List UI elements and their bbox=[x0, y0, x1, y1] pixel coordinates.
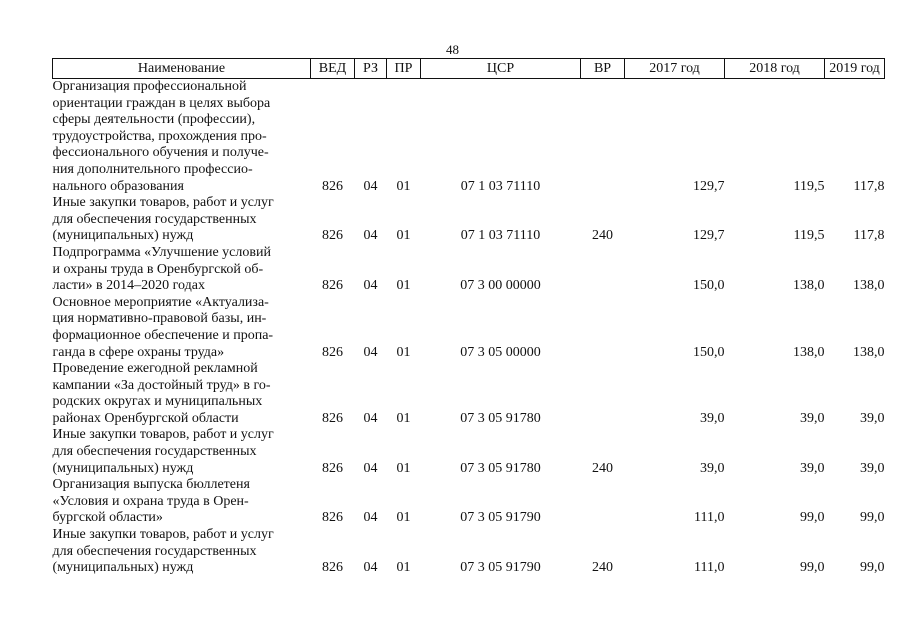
cell-2019: 117,8 bbox=[853, 178, 885, 194]
cell-2019: 99,0 bbox=[860, 510, 885, 526]
cell-2018: 119,5 bbox=[793, 178, 825, 194]
cell-name-line: формационное обеспечение и пропа- bbox=[52, 327, 274, 343]
column-header-vr: ВР bbox=[581, 59, 625, 79]
cell-2017: 39,0 bbox=[700, 460, 725, 476]
cell-name-line: для обеспечения государственных bbox=[52, 543, 257, 559]
cell-vr: 240 bbox=[592, 560, 613, 576]
cell-name bbox=[53, 245, 311, 295]
cell-name-line: ганда в сфере охраны труда» bbox=[52, 344, 225, 360]
cell-name-line: кампании «За достойный труд» в го- bbox=[52, 377, 271, 393]
column-header-pr: ПР bbox=[387, 59, 421, 79]
cell-2017: 150,0 bbox=[693, 278, 725, 294]
cell-pr: 01 bbox=[396, 510, 411, 526]
table-row bbox=[53, 245, 885, 295]
cell-csr: 07 1 03 71110 bbox=[460, 228, 541, 244]
cell-csr: 07 3 05 91780 bbox=[460, 410, 541, 426]
cell-name-line: Организация профессиональной bbox=[52, 79, 247, 94]
cell-ved: 826 bbox=[322, 228, 343, 244]
cell-ved: 826 bbox=[322, 460, 343, 476]
cell-vr: 240 bbox=[592, 228, 613, 244]
cell-name-line: родских округах и муниципальных bbox=[52, 394, 263, 410]
cell-ved: 826 bbox=[322, 344, 343, 360]
cell-rz: 04 bbox=[363, 560, 378, 576]
cell-2018: 119,5 bbox=[793, 228, 825, 244]
cell-2019: 99,0 bbox=[860, 560, 885, 576]
cell-2017: 39,0 bbox=[700, 410, 725, 426]
cell-vr bbox=[581, 477, 625, 527]
page-number: 48 bbox=[446, 42, 459, 57]
cell-2019: 138,0 bbox=[853, 344, 885, 360]
cell-name-line: для обеспечения государственных bbox=[52, 444, 257, 460]
cell-name-line: Проведение ежегодной рекламной bbox=[52, 361, 258, 377]
cell-csr: 07 1 03 71110 bbox=[460, 178, 541, 194]
cell-rz: 04 bbox=[363, 410, 378, 426]
table-row bbox=[53, 427, 885, 477]
cell-ved: 826 bbox=[322, 278, 343, 294]
cell-name-line: ция нормативно-правовой базы, ин- bbox=[52, 311, 267, 327]
cell-rz: 04 bbox=[363, 278, 378, 294]
column-header-rz: РЗ bbox=[355, 59, 387, 79]
cell-csr: 07 3 05 91790 bbox=[460, 510, 541, 526]
cell-rz: 04 bbox=[363, 460, 378, 476]
cell-2019: 138,0 bbox=[853, 278, 885, 294]
cell-rz: 04 bbox=[363, 178, 378, 194]
cell-pr: 01 bbox=[396, 344, 411, 360]
table-row bbox=[53, 79, 885, 196]
cell-name-line: Иные закупки товаров, работ и услуг bbox=[52, 195, 274, 211]
cell-name-line: «Условия и охрана труда в Орен- bbox=[52, 493, 249, 509]
cell-vr bbox=[581, 295, 625, 361]
cell-name bbox=[53, 477, 311, 527]
cell-rz: 04 bbox=[363, 344, 378, 360]
cell-csr: 07 3 05 91790 bbox=[460, 560, 541, 576]
column-header-ved: ВЕД bbox=[311, 59, 355, 79]
cell-name-line: районах Оренбургской области bbox=[52, 410, 239, 426]
cell-2017: 129,7 bbox=[693, 228, 725, 244]
cell-2018: 99,0 bbox=[800, 510, 825, 526]
cell-name-line: (муниципальных) нужд bbox=[52, 460, 194, 476]
cell-name-line: для обеспечения государственных bbox=[52, 211, 257, 227]
cell-pr: 01 bbox=[396, 278, 411, 294]
cell-rz: 04 bbox=[363, 510, 378, 526]
cell-name-line: и охраны труда в Оренбургской об- bbox=[52, 261, 264, 277]
cell-ved: 826 bbox=[322, 410, 343, 426]
cell-rz: 04 bbox=[363, 228, 378, 244]
table-row bbox=[53, 477, 885, 527]
table-body bbox=[53, 79, 885, 577]
cell-pr: 01 bbox=[396, 228, 411, 244]
cell-name bbox=[53, 427, 311, 477]
cell-2019: 39,0 bbox=[860, 460, 885, 476]
cell-name-line: фессионального обучения и получе- bbox=[52, 145, 269, 161]
cell-pr: 01 bbox=[396, 560, 411, 576]
cell-2018: 138,0 bbox=[793, 278, 825, 294]
cell-pr: 01 bbox=[396, 410, 411, 426]
table-row bbox=[53, 295, 885, 361]
cell-ved: 826 bbox=[322, 560, 343, 576]
cell-2019: 117,8 bbox=[853, 228, 885, 244]
cell-2019: 39,0 bbox=[860, 410, 885, 426]
cell-name-line: ния дополнительного профессио- bbox=[52, 161, 253, 177]
cell-2017: 111,0 bbox=[694, 510, 725, 526]
table-row bbox=[53, 527, 885, 577]
cell-csr: 07 3 00 00000 bbox=[460, 278, 541, 294]
column-header-2019: 2019 год bbox=[825, 59, 885, 79]
cell-2018: 39,0 bbox=[800, 460, 825, 476]
cell-2017: 150,0 bbox=[693, 344, 725, 360]
cell-ved: 826 bbox=[322, 510, 343, 526]
cell-name-line: Основное мероприятие «Актуализа- bbox=[52, 294, 269, 310]
cell-name-line: Организация выпуска бюллетеня bbox=[52, 477, 250, 493]
cell-2017: 129,7 bbox=[693, 178, 725, 194]
cell-name-line: Подпрограмма «Улучшение условий bbox=[52, 244, 271, 260]
cell-name-line: ласти» в 2014–2020 годах bbox=[52, 278, 205, 294]
cell-csr: 07 3 05 00000 bbox=[460, 344, 541, 360]
cell-2018: 39,0 bbox=[800, 410, 825, 426]
cell-ved: 826 bbox=[322, 178, 343, 194]
cell-name bbox=[53, 195, 311, 245]
cell-name bbox=[53, 79, 311, 196]
cell-name-line: ориентации граждан в целях выбора bbox=[52, 95, 271, 111]
cell-csr: 07 3 05 91780 bbox=[460, 460, 541, 476]
cell-name-line: Иные закупки товаров, работ и услуг bbox=[52, 427, 274, 443]
cell-name-line: трудоустройства, прохождения про- bbox=[52, 128, 267, 144]
column-header-csr: ЦСР bbox=[421, 59, 581, 79]
cell-vr bbox=[581, 79, 625, 196]
cell-2018: 99,0 bbox=[800, 560, 825, 576]
table-header-row bbox=[53, 59, 885, 79]
cell-vr bbox=[581, 245, 625, 295]
table-row bbox=[53, 361, 885, 427]
cell-name-line: сферы деятельности (профессии), bbox=[52, 112, 256, 128]
cell-pr: 01 bbox=[396, 178, 411, 194]
cell-vr bbox=[581, 361, 625, 427]
cell-name-line: (муниципальных) нужд bbox=[52, 228, 194, 244]
cell-name-line: Иные закупки товаров, работ и услуг bbox=[52, 527, 274, 543]
cell-name-line: (муниципальных) нужд bbox=[52, 560, 194, 576]
cell-pr: 01 bbox=[396, 460, 411, 476]
cell-name-line: нального образования bbox=[52, 178, 184, 194]
cell-name bbox=[53, 295, 311, 361]
cell-name bbox=[53, 527, 311, 577]
cell-2018: 138,0 bbox=[793, 344, 825, 360]
budget-table bbox=[52, 58, 885, 577]
column-header-2018: 2018 год bbox=[725, 59, 825, 79]
cell-vr: 240 bbox=[592, 460, 613, 476]
cell-name-line: бургской области» bbox=[52, 510, 163, 526]
column-header-name: Наименование bbox=[53, 59, 311, 79]
column-header-2017: 2017 год bbox=[625, 59, 725, 79]
cell-2017: 111,0 bbox=[694, 560, 725, 576]
table-row bbox=[53, 195, 885, 245]
cell-name bbox=[53, 361, 311, 427]
